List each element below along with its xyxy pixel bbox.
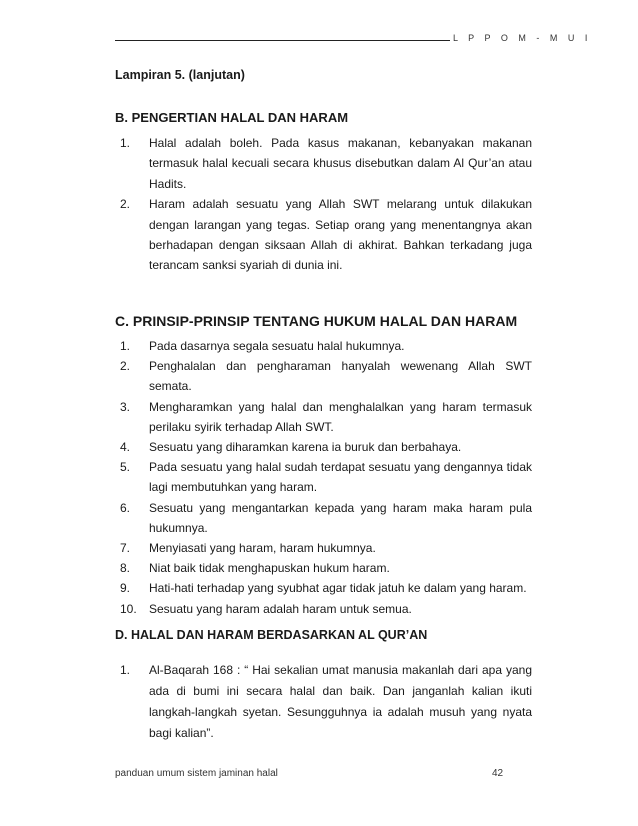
list-text: Al-Baqarah 168 : “ Hai sekalian umat manusia makanlah dari apa yang ada di bumi ini secara halal dan baik. Dan janganlah kalian ikuti langkah-langkah syetan. Sesungguhnya ia adalah musuh yang nyata bagi kalian”. <box>149 663 532 740</box>
list-item <box>120 660 532 744</box>
list-text: Hati-hati terhadap yang syubhat agar tidak jatuh ke dalam yang haram. <box>149 581 527 596</box>
list-number: 7. <box>120 541 131 556</box>
list-item <box>120 336 532 356</box>
list-item <box>120 457 532 497</box>
list-text: Pada dasarnya segala sesuatu halal hukumnya. <box>149 339 405 353</box>
list-text: Pada sesuatu yang halal sudah terdapat sesuatu yang dengannya tidak lagi membutuhkan yang haram. <box>149 460 532 495</box>
list-item <box>120 578 532 598</box>
list-item <box>120 538 532 558</box>
list-number: 2. <box>120 197 131 212</box>
list-number: 6. <box>120 500 131 515</box>
page-number: 42 <box>492 768 504 779</box>
list-text: Niat baik tidak menghapuskan hukum haram. <box>149 561 390 576</box>
list-text: Sesuatu yang diharamkan karena ia buruk dan berbahaya. <box>149 440 462 455</box>
list-number: 2. <box>120 359 131 374</box>
section-c-list <box>120 336 532 619</box>
list-number: 9. <box>120 581 131 596</box>
list-item <box>120 599 532 619</box>
list-item <box>120 194 532 276</box>
list-number: 8. <box>120 561 131 576</box>
section-d-list <box>120 660 532 744</box>
section-d-title: D. HALAL DAN HARAM BERDASARKAN AL QUR’AN <box>115 628 428 642</box>
list-number: 3. <box>120 399 131 414</box>
list-item <box>120 133 532 194</box>
lampiran-label: Lampiran 5. (lanjutan) <box>115 68 245 82</box>
list-item <box>120 356 532 396</box>
list-text: Sesuatu yang haram adalah haram untuk semua. <box>149 601 412 616</box>
list-text: Mengharamkan yang halal dan menghalalkan yang haram termasuk perilaku syirik terhadap Allah SWT. <box>149 399 532 434</box>
list-text: Penghalalan dan pengharaman hanyalah wewenang Allah SWT semata. <box>149 359 532 394</box>
header-org: L P P O M - M U I <box>453 33 592 43</box>
section-b-list <box>120 133 532 276</box>
list-number: 1. <box>120 136 131 150</box>
list-text: Halal adalah boleh. Pada kasus makanan, kebanyakan makanan termasuk halal kecuali secara khusus disebutkan dalam Al Qur’an atau Hadits. <box>149 136 532 191</box>
list-number: 4. <box>120 440 131 455</box>
section-b-title: B. PENGERTIAN HALAL DAN HARAM <box>115 110 349 125</box>
list-number: 1. <box>120 663 131 677</box>
list-item <box>120 437 532 457</box>
footer-title: panduan umum sistem jaminan halal <box>115 768 278 779</box>
list-text: Menyiasati yang haram, haram hukumnya. <box>149 541 376 556</box>
list-number: 1. <box>120 339 131 353</box>
list-item <box>120 397 532 437</box>
list-item <box>120 558 532 578</box>
list-number: 10. <box>120 601 137 616</box>
header-rule <box>115 40 450 41</box>
list-number: 5. <box>120 460 131 475</box>
list-text: Haram adalah sesuatu yang Allah SWT melarang untuk dilakukan dengan larangan yang tegas. Setiap orang yang menentangnya akan berhadapan dengan siksaan Allah di akhirat. Bahkan terkadang juga terancam sanksi syariah di dunia ini. <box>149 197 532 273</box>
list-text: Sesuatu yang mengantarkan kepada yang haram maka haram pula hukumnya. <box>149 500 532 535</box>
list-item <box>120 498 532 538</box>
section-c-title: C. PRINSIP-PRINSIP TENTANG HUKUM HALAL DAN HARAM <box>115 313 518 329</box>
